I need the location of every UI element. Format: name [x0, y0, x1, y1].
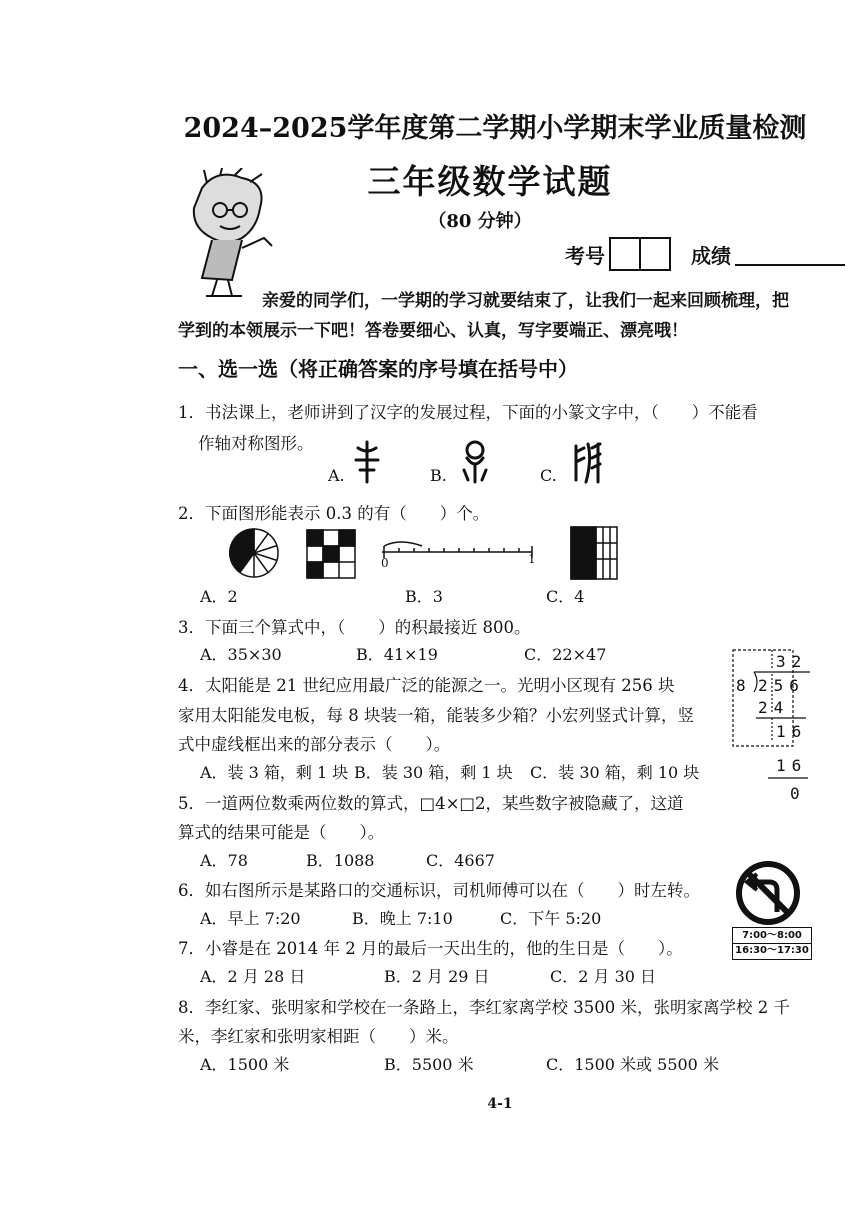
- q6-option-b: B．晚上 7:10: [352, 909, 453, 928]
- q5-line-2: 算式的结果可能是（ ）。: [178, 823, 385, 842]
- q1-option-c: C.: [540, 466, 557, 485]
- score-label: 成绩: [691, 243, 731, 268]
- q3-option-a: A．35×30: [200, 645, 282, 664]
- q4-option-b: B．装 30 箱，剩 1 块: [354, 763, 513, 782]
- q6-option-a: A．早上 7:20: [200, 909, 301, 928]
- q4-option-c: C．装 30 箱，剩 10 块: [530, 763, 700, 782]
- sign-time-afternoon: 16:30～17:30: [733, 943, 811, 958]
- exam-id-boxes[interactable]: [609, 237, 671, 271]
- q8-option-c: C．1500 米或 5500 米: [546, 1055, 719, 1074]
- page-number: 4-1: [487, 1096, 513, 1112]
- q1-option-b: B.: [430, 466, 447, 485]
- division-step-3: 16: [776, 756, 808, 775]
- no-left-turn-sign-icon: [733, 860, 803, 926]
- q2-option-c: C．4: [546, 587, 585, 606]
- sign-time-panel: [732, 927, 812, 960]
- checker-grid-figure: [306, 529, 356, 579]
- pie-tenths-figure: [228, 527, 280, 579]
- intro-line-1: 亲爱的同学们，一学期的学习就要结束了，让我们一起来回顾梳理，把: [262, 291, 789, 311]
- q3-line-1: 3．下面三个算式中，（ ）的积最接近 800。: [178, 618, 531, 637]
- q6-line-1: 6．如右图所示是某路口的交通标识，司机师傅可以在（ ）时左转。: [178, 881, 700, 900]
- q1-line-2: 作轴对称图形。: [198, 434, 314, 453]
- exam-id-label: 考号: [565, 243, 605, 268]
- seal-character-c-icon: [570, 440, 606, 486]
- q8-line-1: 8．李红家、张明家和学校在一条路上，李红家离学校 3500 米，张明家离学校 2 千: [178, 998, 790, 1017]
- q7-option-b: B．2 月 29 日: [384, 967, 490, 986]
- q8-option-b: B．5500 米: [384, 1055, 474, 1074]
- q2-option-a: A．2: [200, 587, 238, 606]
- q3-option-c: C．22×47: [524, 645, 607, 664]
- q1-line-1: 1．书法课上，老师讲到了汉字的发展过程，下面的小篆文字中，（ ）不能看: [178, 403, 758, 422]
- q5-option-a: A．78: [200, 851, 248, 870]
- seal-character-a-icon: [352, 440, 382, 484]
- q4-line-1: 4．太阳能是 21 世纪应用最广泛的能源之一。光明小区现有 256 块: [178, 676, 675, 695]
- exam-id-row: [565, 237, 845, 271]
- q2-line-1: 2．下面图形能表示 0.3 的有（ ）个。: [178, 504, 490, 523]
- seal-character-b-icon: [458, 440, 492, 484]
- q3-option-b: B．41×19: [356, 645, 438, 664]
- division-divisor: 8: [736, 676, 746, 695]
- q5-option-c: C．4667: [426, 851, 495, 870]
- q5-option-b: B．1088: [306, 851, 375, 870]
- q7-option-a: A．2 月 28 日: [200, 967, 306, 986]
- number-line-figure: [378, 536, 538, 570]
- q6-option-c: C．下午 5:20: [500, 909, 602, 928]
- section-1-heading: 一、选一选（将正确答案的序号填在括号中）: [178, 357, 578, 381]
- intro-line-2: 学到的本领展示一下吧！答卷要细心、认真，写字要端正、漂亮哦！: [178, 321, 688, 341]
- q1-option-a: A.: [328, 466, 345, 485]
- q4-line-3: 式中虚线框出来的部分表示（ ）。: [178, 735, 451, 754]
- division-remainder: 0: [790, 784, 800, 803]
- division-dividend: 256: [758, 676, 805, 695]
- long-division-figure: [732, 648, 812, 808]
- score-blank[interactable]: [735, 242, 845, 266]
- q8-line-2: 米，李红家和张明家相距（ ）米。: [178, 1027, 459, 1046]
- q7-line-1: 7．小睿是在 2014 年 2 月的最后一天出生的，他的生日是（ ）。: [178, 939, 683, 958]
- exam-title: 2024–2025学年度第二学期小学期末学业质量检测: [183, 113, 807, 144]
- q5-line-1: 5．一道两位数乘两位数的算式，□4×□2，某些数字被隐藏了，这道: [178, 794, 684, 813]
- q4-option-a: A．装 3 箱，剩 1 块: [200, 763, 349, 782]
- number-line-zero: 0: [381, 556, 389, 570]
- q7-option-c: C．2 月 30 日: [550, 967, 657, 986]
- division-quotient: 32: [776, 652, 808, 671]
- q4-line-2: 家用太阳能发电板，每 8 块装一箱，能装多少箱？小宏列竖式计算，竖: [178, 706, 694, 725]
- exam-subtitle: 三年级数学试题: [367, 162, 613, 201]
- cartoon-scholar-icon: [172, 168, 282, 303]
- q8-option-a: A．1500 米: [200, 1055, 290, 1074]
- division-step-1: 24: [758, 698, 790, 717]
- bar-tenths-figure: [570, 526, 618, 580]
- number-line-one: 1: [528, 552, 536, 566]
- division-step-2: 16: [776, 722, 808, 741]
- exam-duration: （80 分钟）: [428, 211, 532, 232]
- sign-time-morning: 7:00～8:00: [742, 930, 802, 941]
- q2-option-b: B．3: [405, 587, 443, 606]
